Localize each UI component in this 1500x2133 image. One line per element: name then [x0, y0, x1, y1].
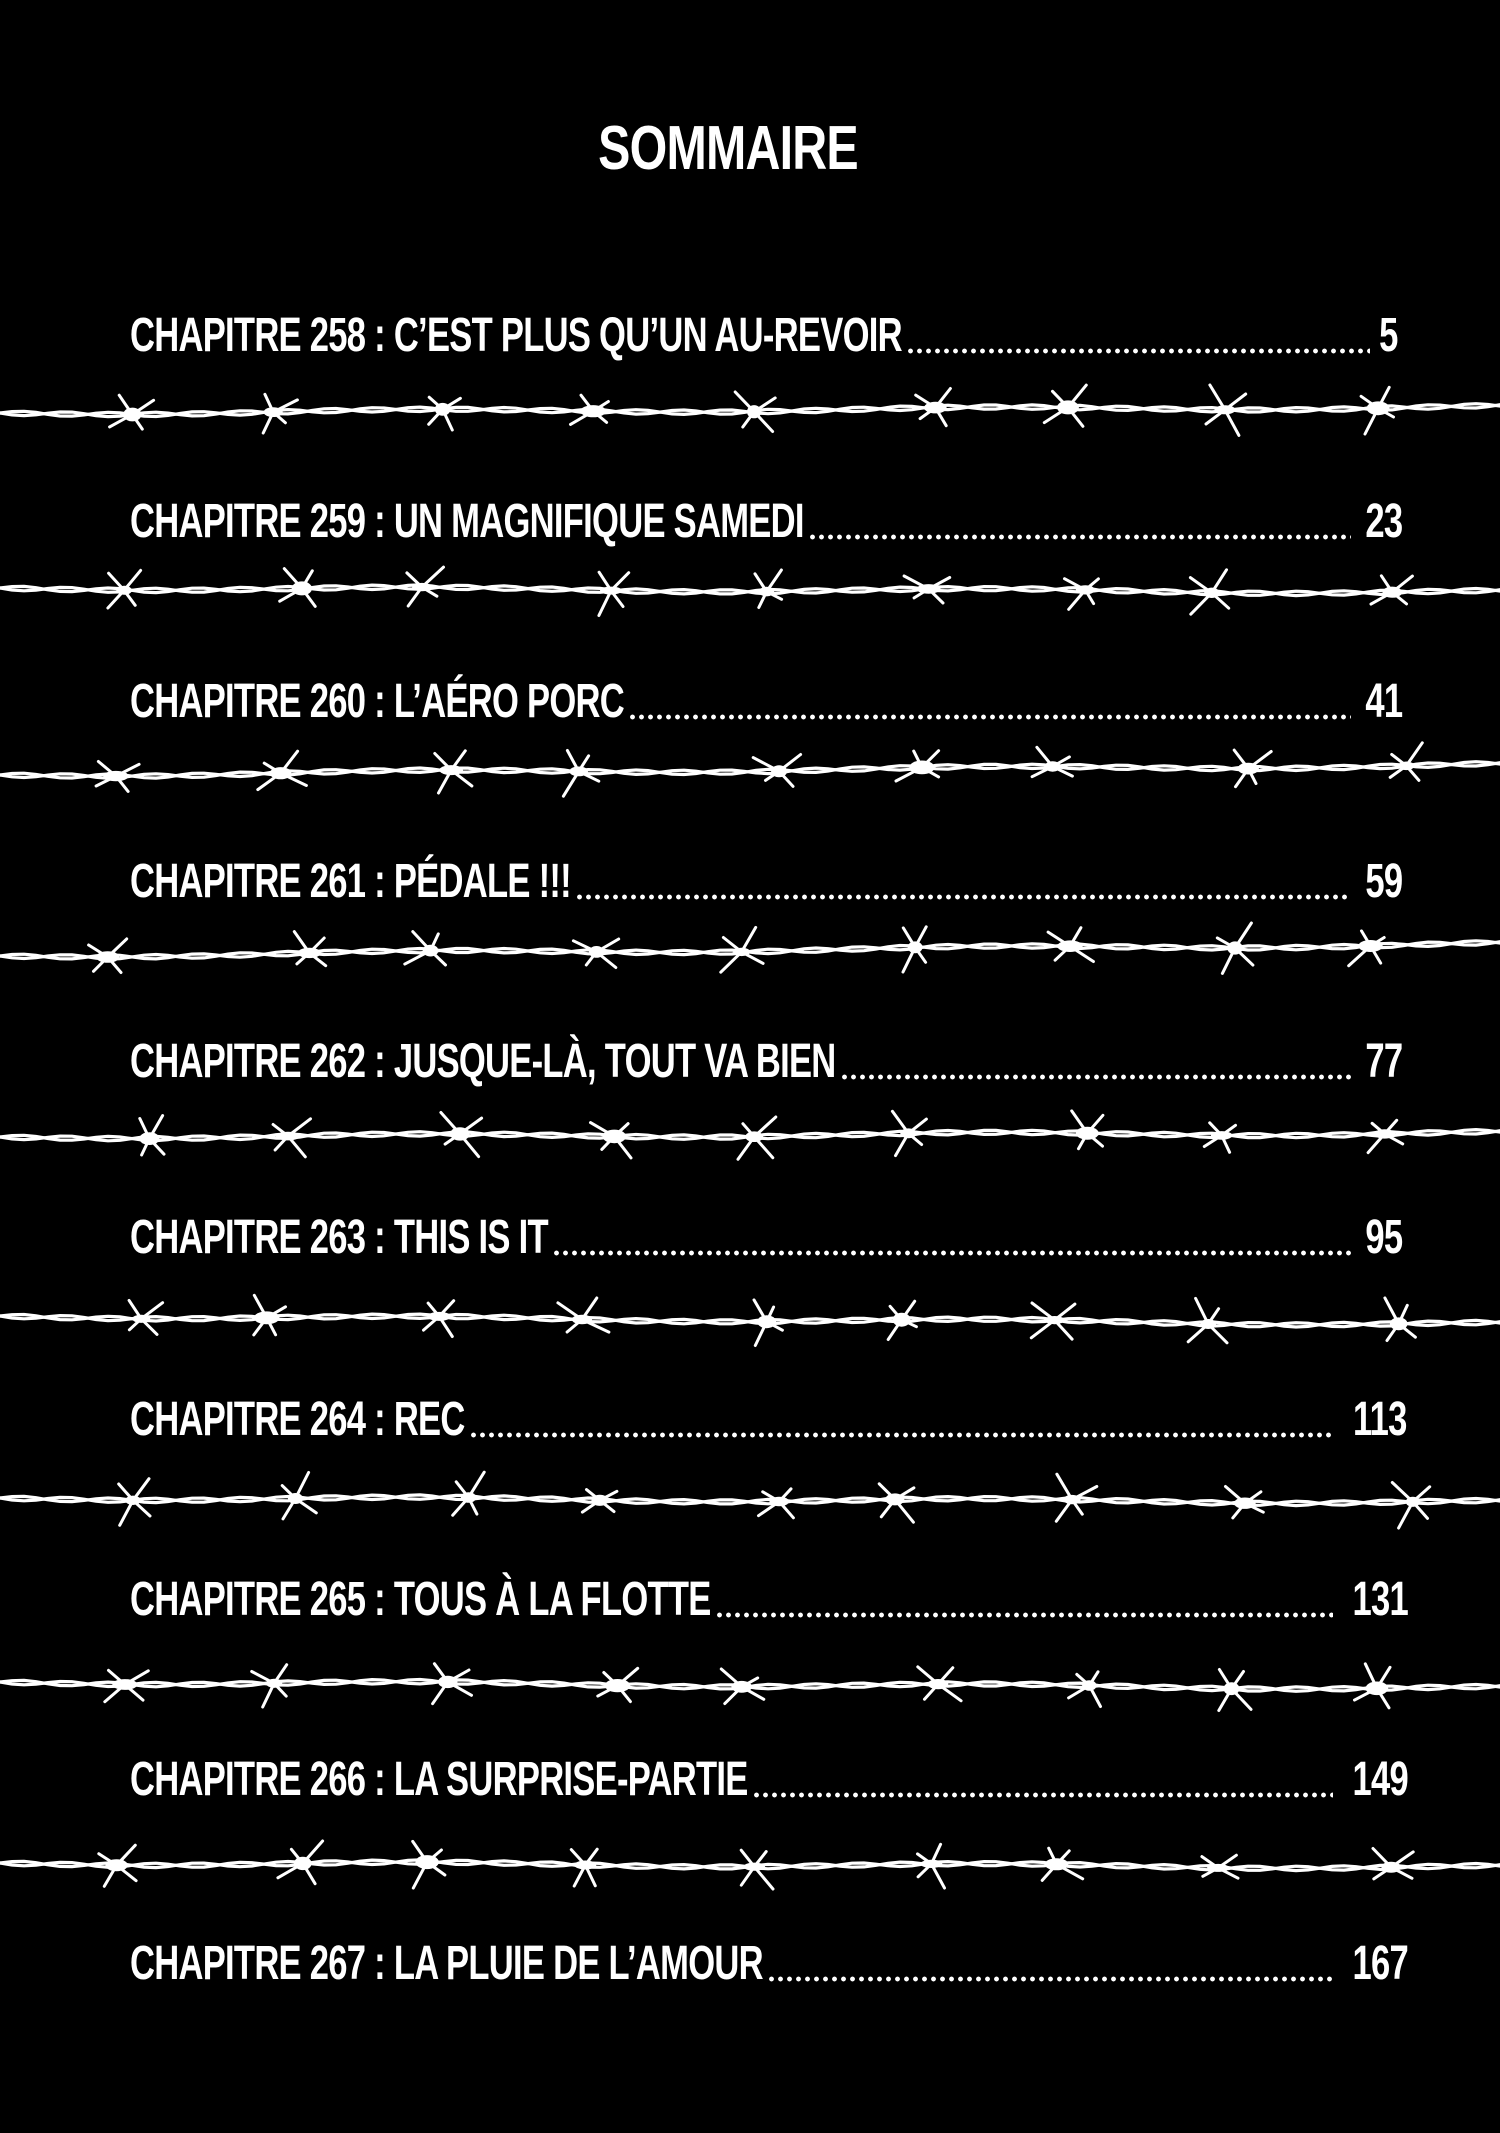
barb	[1042, 1848, 1083, 1880]
chapter-title: CHAPITRE 264 : REC	[130, 1393, 465, 1446]
barb	[1065, 579, 1099, 610]
toc-entry-264[interactable]	[130, 1380, 1408, 1446]
chapter-title: CHAPITRE 265 : TOUS À LA FLOTTE	[130, 1573, 711, 1626]
dot-leader	[715, 1612, 1333, 1618]
chapter-title: CHAPITRE 259 : UN MAGNIFIQUE SAMEDI	[130, 495, 804, 548]
dot-leader	[575, 894, 1351, 900]
dot-leader	[752, 1792, 1333, 1798]
barbed-wire-divider	[0, 1275, 1500, 1365]
barbed-wire-divider	[0, 365, 1500, 455]
barb	[1390, 743, 1422, 781]
barbed-wire-divider	[0, 545, 1500, 635]
barbed-wire-divider	[0, 1090, 1500, 1180]
barbed-wire-divider	[0, 1455, 1500, 1545]
barb	[918, 1844, 945, 1888]
chapter-title: CHAPITRE 266 : LA SURPRISE-PARTIE	[130, 1753, 748, 1806]
toc-entry-263[interactable]	[130, 1198, 1403, 1264]
barb	[558, 1298, 609, 1332]
barb	[413, 1841, 445, 1888]
page-number: 41	[1365, 675, 1403, 728]
barb	[429, 397, 461, 430]
barbed-wire-divider	[0, 1640, 1500, 1730]
barb	[1032, 747, 1072, 776]
dot-leader	[840, 1074, 1351, 1080]
chapter-title: CHAPITRE 262 : JUSQUE-LÀ, TOUT VA BIEN	[130, 1035, 836, 1088]
barb	[1361, 387, 1393, 434]
chapter-title: CHAPITRE 260 : L’AÉRO PORC	[130, 675, 625, 728]
barb	[453, 1472, 485, 1515]
chapter-title: CHAPITRE 263 : THIS IS IT	[130, 1211, 548, 1264]
toc-entry-259[interactable]	[130, 482, 1403, 548]
toc-entry-262[interactable]	[130, 1022, 1403, 1088]
barb	[591, 1123, 632, 1158]
page-number: 113	[1353, 1393, 1408, 1446]
barb	[1355, 1664, 1391, 1708]
toc-entry-266[interactable]	[130, 1740, 1408, 1806]
dot-leader	[906, 348, 1370, 354]
toc-entry-260[interactable]	[130, 662, 1403, 728]
page-title: SOMMAIRE	[598, 114, 858, 183]
barbed-wire-divider	[0, 905, 1500, 995]
barb	[1188, 1298, 1227, 1342]
barb	[1373, 1849, 1413, 1879]
dot-leader	[628, 714, 1351, 720]
dot-leader	[469, 1432, 1335, 1438]
page-number: 5	[1378, 309, 1398, 362]
page-number: 95	[1365, 1211, 1403, 1264]
chapter-title: CHAPITRE 258 : C’EST PLUS QU’UN AU-REVOIR	[130, 309, 902, 362]
dot-leader	[767, 1976, 1333, 1982]
toc-entry-267[interactable]	[130, 1924, 1408, 1990]
barb	[273, 1119, 310, 1157]
dot-leader	[552, 1250, 1351, 1256]
toc-entry-265[interactable]	[130, 1560, 1408, 1626]
barb	[1069, 1672, 1101, 1707]
barbed-wire-divider	[0, 1820, 1500, 1910]
page-number: 77	[1365, 1035, 1403, 1088]
barb	[571, 1849, 597, 1886]
barb	[879, 1484, 914, 1522]
barb	[1385, 1298, 1416, 1341]
page-number: 23	[1365, 495, 1403, 548]
page-number: 149	[1352, 1753, 1408, 1806]
toc-entry-258[interactable]	[130, 296, 1398, 362]
chapter-title: CHAPITRE 261 : PÉDALE !!!	[130, 855, 571, 908]
toc-entry-261[interactable]	[130, 842, 1403, 908]
barbed-wire-divider	[0, 725, 1500, 815]
barb	[599, 572, 629, 615]
page-number: 167	[1352, 1937, 1408, 1990]
chapter-title: CHAPITRE 267 : LA PLUIE DE L’AMOUR	[130, 1937, 763, 1990]
barb	[294, 932, 325, 966]
dot-leader	[808, 534, 1351, 540]
page-number: 131	[1352, 1573, 1408, 1626]
wire-strand	[0, 1314, 1500, 1327]
page-number: 59	[1365, 855, 1403, 908]
barb	[1392, 1483, 1429, 1529]
